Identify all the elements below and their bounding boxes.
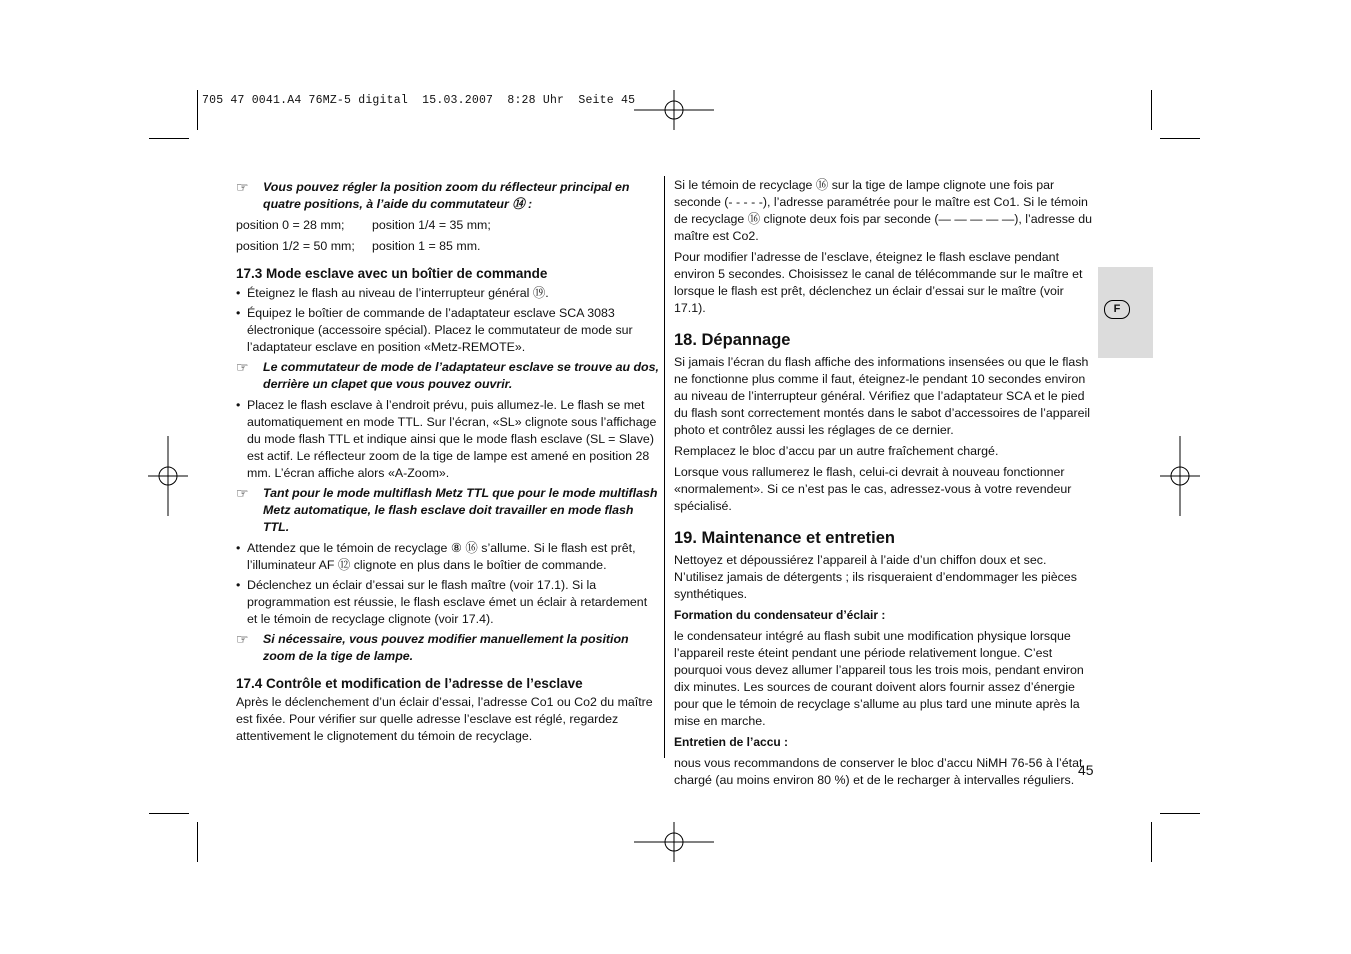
paragraph: Après le déclenchement d’un éclair d’essai, l’adresse Co1 ou Co2 du maître est fixée. Pour vérifier sur quelle adresse l’esclave est réglé, regardez attentivement le clignotement du témoin de recyclage.: [236, 695, 653, 743]
crop-mark: [149, 813, 189, 814]
zoom-positions-row: position 1/2 = 50 mm; position 1 = 85 mm.: [236, 239, 481, 253]
crop-mark: [1160, 138, 1200, 139]
registration-mark-right: [1160, 436, 1200, 516]
subheading: Entretien de l’accu :: [674, 735, 789, 749]
note: ☞ Vous pouvez régler la position zoom du réflecteur principal en quatre positions, à l’aide du commutateur ⑭ :: [236, 179, 630, 211]
chapter-heading: 19. Maintenance et entretien: [674, 529, 895, 547]
crop-mark: [149, 138, 189, 139]
column-divider: [664, 176, 665, 758]
list-item: • Attendez que le témoin de recyclage ⑧ ⑯ s’allume. Si le flash est prêt, l’illuminateur AF ⑫ clignote en plus dans le boîtier de commande.: [236, 541, 636, 572]
paragraph: nous vous recommandons de conserver le bloc d’accu NiMH 76-56 à l’état chargé (au moins environ 80 %) et de le recharger à intervalles réguliers.: [674, 756, 1083, 787]
registration-mark-top: [634, 90, 714, 130]
pointing-hand-icon: ☞: [236, 359, 249, 375]
note: ☞ Si nécessaire, vous pouvez modifier manuellement la position zoom de la tige de lampe.: [236, 631, 629, 663]
subheading: Formation du condensateur d’éclair :: [674, 608, 886, 622]
paragraph: Pour modifier l’adresse de l’esclave, éteignez le flash esclave pendant environ 5 secondes. Choisissez le canal de télécommande sur le maître et lorsque le flash est prêt, déclenchez un éclair d’essai sur le maître (voir 17.1).: [674, 250, 1083, 315]
paragraph: Si le témoin de recyclage ⑯ sur la tige de lampe clignote une fois par seconde (- - - - -), l’adresse paramétrée pour le maître est Co1. Si le témoin de recyclage ⑯ clignote deux fois par seconde (— — — — —), l’adresse du maître est Co2.: [674, 178, 1093, 243]
note: ☞ Tant pour le mode multiflash Metz TTL que pour le mode multiflash Metz automatique, le flash esclave doit travailler en mode flash TTL.: [236, 485, 658, 534]
section-heading: 17.3 Mode esclave avec un boîtier de commande: [236, 266, 548, 281]
section-heading: 17.4 Contrôle et modification de l’adresse de l’esclave: [236, 676, 583, 691]
chapter-heading: 18. Dépannage: [674, 331, 791, 349]
note: ☞ Le commutateur de mode de l’adaptateur esclave se trouve au dos, derrière un clapet que vous pouvez ouvrir.: [236, 359, 659, 391]
print-slug-header: 705 47 0041.A4 76MZ-5 digital 15.03.2007 8:28 Uhr Seite 45: [202, 94, 636, 107]
crop-mark: [197, 822, 198, 862]
crop-mark: [1160, 813, 1200, 814]
language-tab-label: F: [1104, 300, 1130, 319]
crop-mark: [1151, 822, 1152, 862]
registration-mark-bottom: [634, 822, 714, 862]
list-item: • Équipez le boîtier de commande de l’adaptateur esclave SCA 3083 électronique (accessoire spécial). Placez le commutateur de mode sur l’adaptateur esclave en position «Metz-REMOTE».: [236, 306, 633, 354]
page-number: 45: [1078, 762, 1094, 778]
pointing-hand-icon: ☞: [236, 485, 249, 501]
paragraph: le condensateur intégré au flash subit une modification physique lorsque l’appareil reste éteint pendant une période relativement longue. C’est pourquoi vous devez allumer l’appareil tous les trois mois, pendant environ dix minutes. Les sources de courant doivent alors fournir assez d’énergie pour que le témoin de recyclage s’allume au plus tard une minute après la mise en marche.: [674, 629, 1084, 728]
paragraph: Lorsque vous rallumerez le flash, celui-ci devrait à nouveau fonctionner «normalement». Si ce n’est pas le cas, adressez-vous à votre revendeur spécialisé.: [674, 465, 1072, 513]
crop-mark: [1151, 90, 1152, 130]
crop-mark: [197, 90, 198, 130]
paragraph: Remplacez le bloc d’accu par un autre fraîchement chargé.: [674, 444, 999, 458]
paragraph: Si jamais l’écran du flash affiche des informations insensées ou que le flash ne fonctionne plus comme il faut, éteignez-le pendant 10 secondes environ au niveau de l’interrupteur général. Vérifiez que l’adaptateur SCA et le pied du flash sont correctement montés dans le sabot d’accessoires de l’appareil photo et contrôlez aussi les réglages de ce dernier.: [674, 355, 1090, 437]
paragraph: Nettoyez et dépoussiérez l’appareil à l’aide d’un chiffon doux et sec. N’utilisez jamais de détergents ; ils risqueraient d’endommager les pièces synthétiques.: [674, 553, 1077, 601]
pointing-hand-icon: ☞: [236, 631, 249, 647]
right-column: [674, 177, 1096, 789]
list-item: • Placez le flash esclave à l’endroit prévu, puis allumez-le. Le flash se met automatiquement en mode TTL. Sur l’écran, «SL» clignote sous l’affichage du mode flash TTL et indique ainsi que le mode flash esclave (SL = Slave) est actif. Le réflecteur zoom de la tige de lampe est amené en position 28 mm. L’écran affiche alors «A-Zoom».: [236, 398, 657, 480]
pointing-hand-icon: ☞: [236, 179, 249, 195]
list-item: • Éteignez le flash au niveau de l’interrupteur général ⑲.: [236, 286, 549, 300]
zoom-positions-row: position 0 = 28 mm; position 1/4 = 35 mm;: [236, 218, 491, 232]
left-column: [236, 177, 660, 745]
registration-mark-left: [148, 436, 188, 516]
list-item: • Déclenchez un éclair d’essai sur le flash maître (voir 17.1). Si la programmation est réussie, le flash esclave émet un éclair à retardement et le témoin de recyclage clignote (voir 17.4).: [236, 578, 648, 626]
